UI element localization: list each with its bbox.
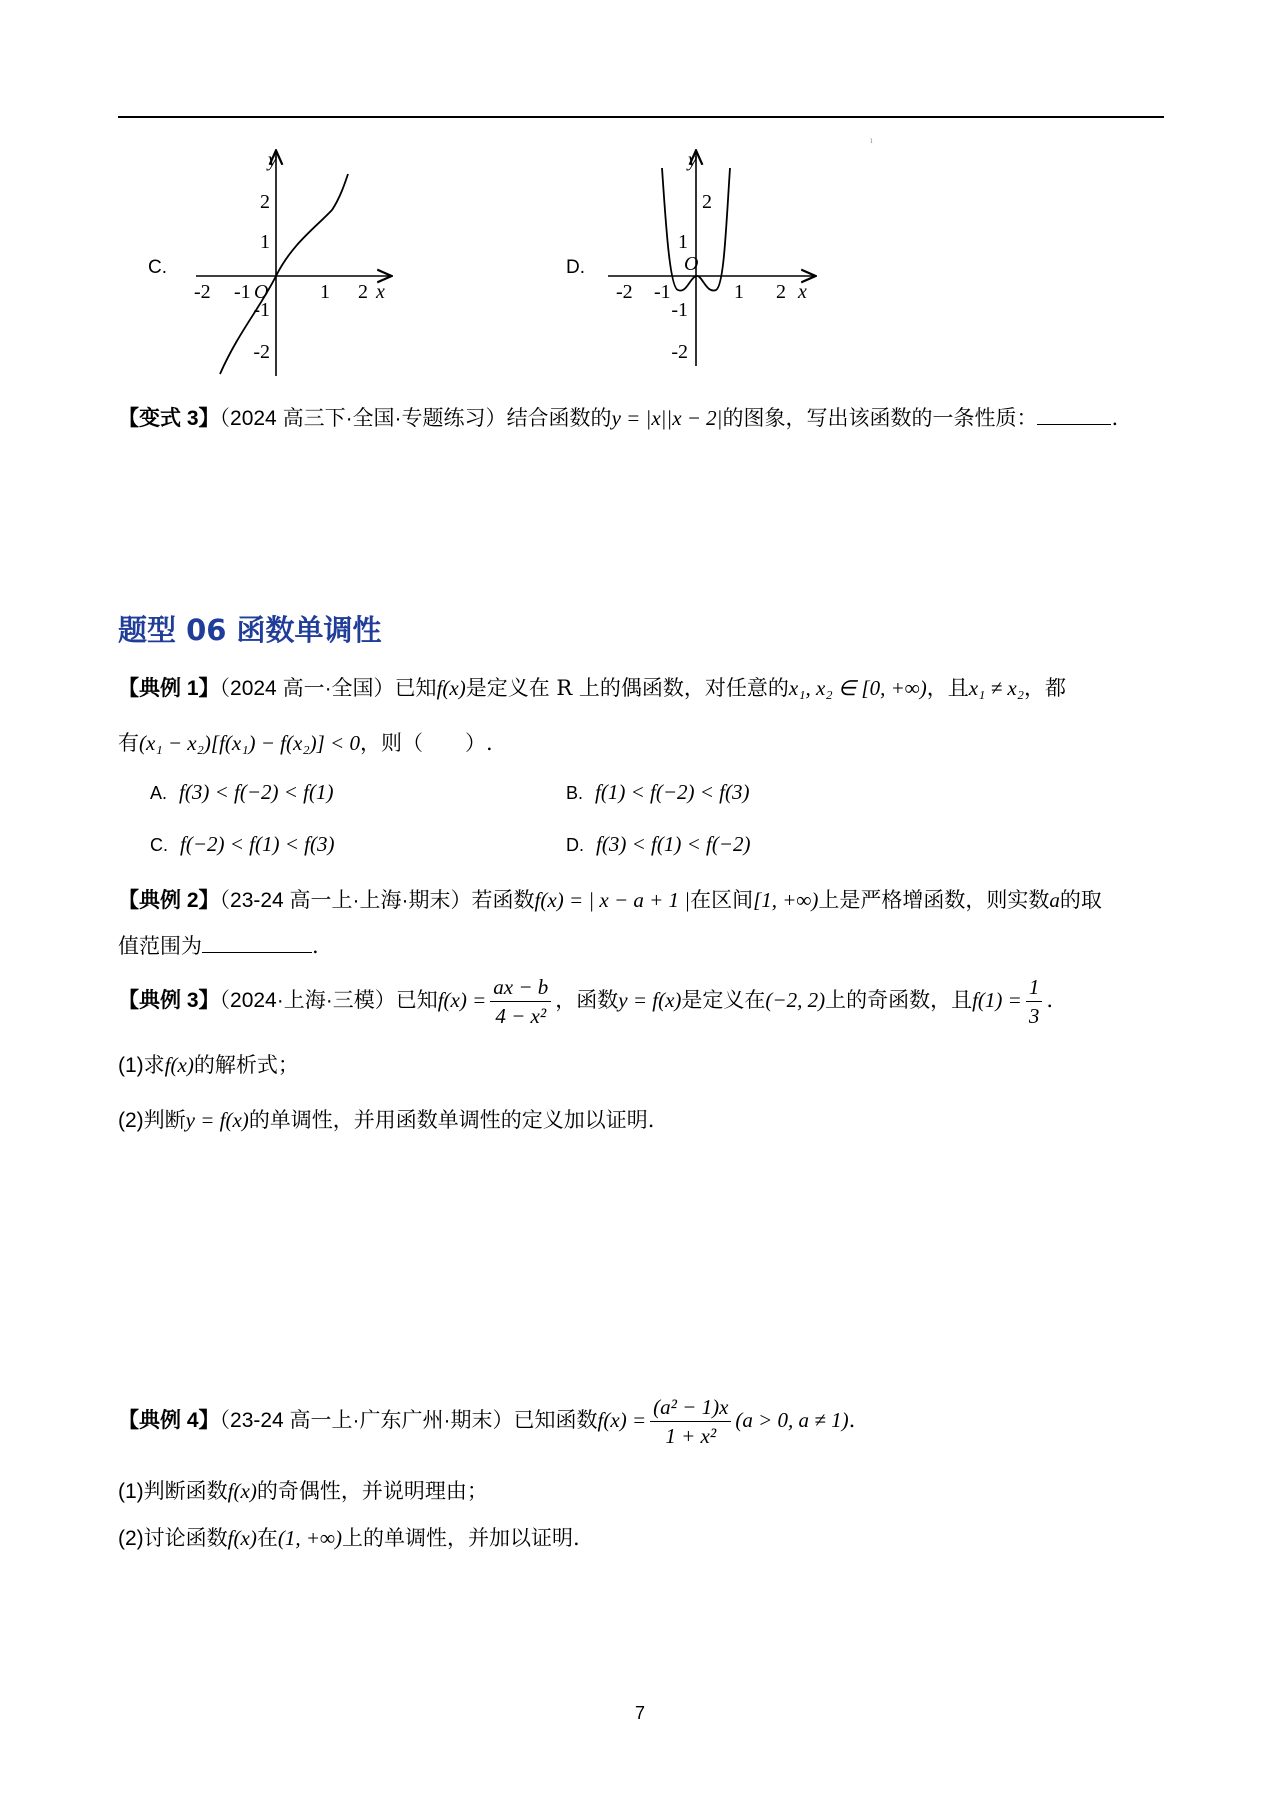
axis-x-label: x bbox=[798, 281, 807, 303]
option-b[interactable]: B. f(1) < f(−2) < f(3) bbox=[566, 780, 750, 804]
y-tick: -1 bbox=[671, 299, 688, 321]
option-a[interactable]: A. f(3) < f(−2) < f(1) bbox=[150, 780, 334, 804]
x-tick: 2 bbox=[358, 281, 368, 303]
y-tick: -1 bbox=[253, 299, 270, 321]
ex1-line2: 有(x₁ − x₂)[f(x₁) − f(x₂)] < 0，则（ ）. bbox=[118, 731, 493, 755]
y-tick: 1 bbox=[260, 231, 270, 253]
question-source: （2024·上海·三模） bbox=[219, 989, 396, 1013]
ex3-line1: 【典例 3】（2024·上海·三模）已知f(x) = $\frac{ax - b}{\text{4 − x²}}$ ，函数y = f(x)是定义在(−2, 2)上的奇函数，且f(1) = $\frac{1}{3}$ . bbox=[118, 975, 1054, 1029]
origin-label: O bbox=[254, 281, 269, 303]
scan-mark: ı bbox=[870, 136, 873, 145]
ex2-line1: 【典例 2】（23-24 高一上·上海·期末）若函数f(x) = | x − a + 1 |在区间[1, +∞)上是严格增函数，则实数a的取 bbox=[118, 888, 1102, 912]
axis-y-label: y bbox=[688, 149, 697, 171]
question-tag: 【典例 4】 bbox=[118, 1409, 220, 1433]
x-tick: -2 bbox=[194, 281, 211, 303]
x-tick: -1 bbox=[234, 281, 251, 303]
x-tick: -1 bbox=[654, 281, 671, 303]
x-tick: 1 bbox=[320, 281, 330, 303]
figure-c-graph bbox=[190, 148, 410, 384]
ex3-q2: (2)判断y = f(x)的单调性，并用函数单调性的定义加以证明. bbox=[118, 1108, 655, 1132]
ex2-line2: 值范围为 . bbox=[118, 934, 319, 958]
formula: y = |x||x − 2| bbox=[611, 406, 723, 430]
fraction: $\frac{\text{(a² − 1)x}}{\text{1 + x²}}$ bbox=[650, 1395, 731, 1448]
y-tick: 1 bbox=[678, 231, 688, 253]
ex4-q1: (1)判断函数f(x)的奇偶性，并说明理由； bbox=[118, 1479, 488, 1503]
figure-c-label: C. bbox=[148, 257, 167, 278]
y-tick: 2 bbox=[260, 191, 270, 213]
ex3-q1: (1)求f(x)的解析式； bbox=[118, 1053, 299, 1077]
option-d[interactable]: D. f(3) < f(1) < f(−2) bbox=[566, 832, 751, 856]
question-tag: 【变式 3】 bbox=[118, 407, 220, 430]
option-c[interactable]: C. f(−2) < f(1) < f(3) bbox=[150, 832, 335, 856]
figure-d-label: D. bbox=[566, 257, 585, 278]
ex4-q2: (2)讨论函数f(x)在(1, +∞)上的单调性，并加以证明. bbox=[118, 1526, 580, 1550]
figure-d-graph bbox=[602, 148, 822, 384]
answer-blank bbox=[202, 952, 312, 953]
y-tick: -2 bbox=[671, 341, 688, 363]
question-source: （2024 高一·全国） bbox=[219, 677, 395, 700]
x-tick: 1 bbox=[734, 281, 744, 303]
ex1-line1: 【典例 1】（2024 高一·全国）已知f(x)是定义在 R 上的偶函数，对任意的x₁, x₂ ∈ [0, +∞)，且x₁ ≠ x₂，都 bbox=[118, 676, 1067, 700]
x-tick: 2 bbox=[776, 281, 786, 303]
question-source: （2024 高三下·全国·专题练习） bbox=[219, 407, 507, 430]
curve-c bbox=[220, 174, 348, 374]
axis-y-label: y bbox=[268, 149, 277, 171]
section-title: 题型 06 函数单调性 bbox=[118, 613, 382, 647]
x-tick: -2 bbox=[616, 281, 633, 303]
origin-label: O bbox=[684, 253, 699, 275]
question-tag: 【典例 3】 bbox=[118, 989, 220, 1013]
question-tag: 【典例 2】 bbox=[118, 889, 220, 912]
ex4-line1: 【典例 4】（23-24 高一上·广东广州·期末）已知函数f(x) = $\frac{\text{(a² − 1)x}}{\text{1 + x²}}$ (a > 0, a ≠ 1). bbox=[118, 1395, 856, 1449]
fraction: $\frac{1}{3}$ bbox=[1026, 975, 1043, 1028]
variant3-line: 【变式 3】（2024 高三下·全国·专题练习）结合函数的y = |x||x − 2|的图象，写出该函数的一条性质： . bbox=[118, 406, 1119, 430]
y-tick: -2 bbox=[253, 341, 270, 363]
page-number: 7 bbox=[634, 1703, 645, 1723]
header-rule bbox=[118, 116, 1164, 118]
question-source: （23-24 高一上·广东广州·期末） bbox=[219, 1409, 514, 1433]
fraction: $\frac{ax - b}{\text{4 − x²}}$ bbox=[490, 975, 551, 1028]
y-tick: 2 bbox=[702, 191, 712, 213]
axis-x-label: x bbox=[376, 281, 385, 303]
question-source: （23-24 高一上·上海·期末） bbox=[219, 889, 472, 912]
answer-blank bbox=[1037, 424, 1111, 425]
question-tag: 【典例 1】 bbox=[118, 677, 220, 700]
